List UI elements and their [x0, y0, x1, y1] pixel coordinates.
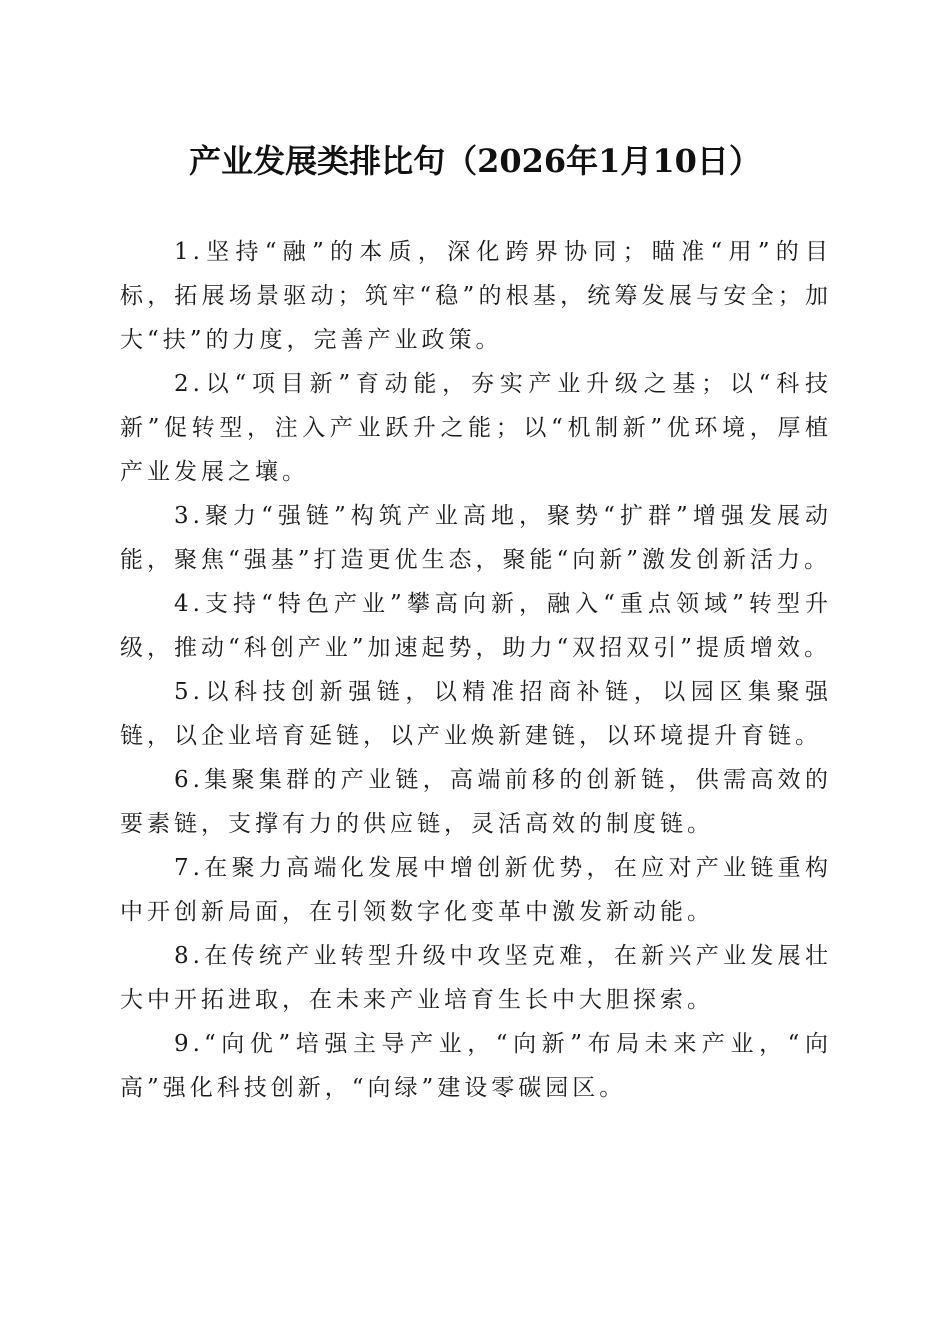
document-body	[120, 230, 832, 1110]
paragraph-3: 3.聚力“强链”构筑产业高地，聚势“扩群”增强发展动能，聚焦“强基”打造更优生态，聚能“向新”激发创新活力。	[120, 503, 832, 573]
paragraph-1: 1.坚持“融”的本质，深化跨界协同；瞄准“用”的目标，拓展场景驱动；筑牢“稳”的根基，统筹发展与安全；加大“扶”的力度，完善产业政策。	[120, 239, 832, 353]
paragraph-5: 5.以科技创新强链，以精准招商补链，以园区集聚强链，以企业培育延链，以产业焕新建链，以环境提升育链。	[120, 679, 832, 749]
paragraph-6: 6.集聚集群的产业链，高端前移的创新链，供需高效的要素链，支撑有力的供应链，灵活高效的制度链。	[120, 767, 832, 837]
paragraph-8: 8.在传统产业转型升级中攻坚克难，在新兴产业发展壮大中开拓进取，在未来产业培育生长中大胆探索。	[120, 943, 832, 1013]
document-title: 产业发展类排比句（2026年1月10日）	[189, 142, 761, 180]
paragraph-7: 7.在聚力高端化发展中增创新优势，在应对产业链重构中开创新局面，在引领数字化变革中激发新动能。	[120, 855, 832, 925]
paragraph-2: 2.以“项目新”育动能，夯实产业升级之基；以“科技新”促转型，注入产业跃升之能；以“机制新”优环境，厚植产业发展之壤。	[120, 371, 832, 485]
paragraph-4: 4.支持“特色产业”攀高向新，融入“重点领域”转型升级，推动“科创产业”加速起势，助力“双招双引”提质增效。	[120, 591, 832, 661]
paragraph-9: 9.“向优”培强主导产业，“向新”布局未来产业，“向高”强化科技创新，“向绿”建设零碳园区。	[120, 1031, 832, 1101]
